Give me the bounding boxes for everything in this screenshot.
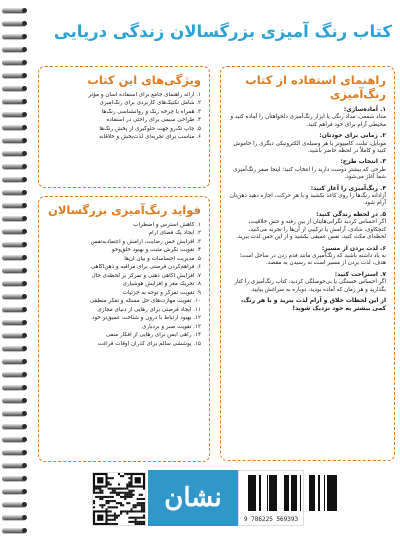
benefit-item: ۱۱. ایجاد فرصتی برای رهایی از دنیای مجازی xyxy=(97,306,201,313)
binding-hole xyxy=(22,73,27,78)
usage-item: ۶. لذت بردن از مسیر: به یاد داشته باشید که رنگ‌آمیزی مانند قدم زدن در ساحل است؛ هدف، لذت بردن از مسیر است نه رسیدن به مقصد. xyxy=(239,244,386,267)
feature-item: ۱. ارائه راهنمای جامع برای استفاده آسان و مؤثر xyxy=(88,92,201,98)
usage-heading: راهنمای استفاده از کتاب رنگ‌آمیزی xyxy=(245,73,386,101)
benefit-item: ۵. مدیریت احساسات و بیان آن‌ها xyxy=(124,255,201,262)
binding-hole xyxy=(22,268,27,273)
binding-hole xyxy=(22,463,27,468)
benefit-item: ۴. تقویت نگرش مثبت و بهبود خلق‌وخو xyxy=(111,247,201,254)
binding-hole xyxy=(22,112,27,117)
binding-hole xyxy=(22,294,27,299)
binding-hole xyxy=(22,346,27,351)
feature-item: ۲. شامل تکنیک‌های کاربردی برای رنگ‌آمیزی xyxy=(99,100,201,107)
feature-item: ۳. همراه با چرخه رنگ و روانشناسی رنگ‌ها xyxy=(101,108,201,115)
binding-hole xyxy=(22,242,27,247)
binding-hole xyxy=(22,476,27,481)
features-box xyxy=(38,66,210,188)
usage-closing: از این لحظات خلاق و آرام لذت ببرید و با هر رنگ، کمی بیشتر به خود نزدیک شوید! xyxy=(241,296,386,312)
binding-hole xyxy=(22,177,27,182)
binding-hole xyxy=(22,372,27,377)
publisher-logo: نشان xyxy=(148,470,238,526)
binding-hole xyxy=(22,307,27,312)
binding-hole xyxy=(22,502,27,507)
usage-item: ۵. در لحظه زندگی کنید: اگر احساس کردید نگرانی‌هایتان از بین رفته و حس خلاقیت، کنجکاوی، شادی، آرامش یا ترکیبی از آن‌ها را تجربه می‌کنید، لحظه‌ای مکث کنید، نفس عمیقی بکشید و از این حس لذت ببرید. xyxy=(236,210,386,241)
usage-item: ۴. رنگ‌آمیزی را آغاز کنید: آزادانه رنگ‌ها را روی کاغذ بکشید و با هر حرکت، اجازه دهید ذهن‌تان آرام شود. xyxy=(229,184,386,207)
usage-guide-box xyxy=(220,66,395,461)
feature-item: ۴. طراحی سیمی برای راحتی در استفاده xyxy=(106,117,201,124)
binding-hole xyxy=(22,333,27,338)
back-cover xyxy=(30,0,400,540)
binding-hole xyxy=(22,411,27,416)
binding-hole xyxy=(22,86,27,91)
benefit-item: ۷. افزایش آگاهی ذهنی و تمرکز بر لحظه‌ی حال xyxy=(91,272,201,279)
usage-item: ۲. زمانی برای خودتان: موبایل، تبلت، کامپیوتر یا هر وسیله‌ی الکترونیکی دیگری را خاموش کنید و کاملاً در لحظه حاضر باشید. xyxy=(233,132,386,155)
binding-hole xyxy=(22,34,27,39)
benefit-item: ۹. تقویت تمرکز و توجه به جزئیات xyxy=(122,289,201,296)
binding-hole xyxy=(22,151,27,156)
benefit-item: ۱۵. پوششی سالم برای گذران اوقات فراغت xyxy=(97,340,201,347)
benefits-box xyxy=(38,196,210,462)
benefit-item: ۳. افزایش حس رضایت، آرامش و اعتمادبه‌نفس xyxy=(90,238,201,245)
benefit-item: ۸. تحریک مغز و افزایش هوشیاری xyxy=(122,281,201,288)
binding-hole xyxy=(22,320,27,325)
binding-hole xyxy=(22,489,27,494)
isbn-number: 9 786225 569393 xyxy=(243,516,299,523)
binding-hole xyxy=(22,138,27,143)
binding-hole xyxy=(22,164,27,169)
spiral-binding xyxy=(0,0,30,540)
benefit-item: ۲. ایجاد یک فضای آرام xyxy=(148,230,201,237)
benefit-item: ۱۳. تقویت صبر و بردباری xyxy=(142,323,201,330)
binding-hole xyxy=(22,125,27,130)
binding-hole xyxy=(22,190,27,195)
benefit-item: ۱. کاهش استرس و اضطراب xyxy=(133,222,201,228)
benefit-item: ۶. فراهم‌کردن فرصتی برای مراقبه و ذهن‌آگاهی xyxy=(90,264,201,271)
feature-item: ۵. چاپ تک‌رو جهت جلوگیری از پخش رنگ‌ها xyxy=(99,125,201,132)
binding-hole xyxy=(22,255,27,260)
binding-hole xyxy=(22,203,27,208)
usage-item: ۷. استراحت کنید: اگر احساس خستگی یا بی‌حوصلگی کردید، کتاب رنگ‌آمیزی را کنار بگذارید و هر زمان که آماده بودید، دوباره به سراغش بیایید. xyxy=(234,270,386,293)
binding-hole xyxy=(22,8,27,13)
usage-item: ۱. آماده‌سازی: مداد شمعی، مداد رنگی یا ابزار رنگ‌آمیزی دلخواهتان را آماده کنید و محیطی آرام برای خود فراهم کنید. xyxy=(230,106,386,128)
qr-code[interactable] xyxy=(92,472,146,526)
binding-hole xyxy=(22,385,27,390)
binding-hole xyxy=(22,398,27,403)
benefits-heading: فواید رنگ‌آمیزی بزرگسالان xyxy=(48,203,201,217)
binding-hole xyxy=(22,216,27,221)
isbn-barcode xyxy=(238,470,304,526)
binding-hole xyxy=(22,528,27,533)
binding-hole xyxy=(22,359,27,364)
binding-hole xyxy=(22,424,27,429)
binding-hole xyxy=(22,281,27,286)
usage-item: ۳. انتخاب طرح: طرحی که بیشتر دوست دارید را انتخاب کنید؛ اینجا صفر رنگ‌آمیزی شما آغاز می‌شود. xyxy=(233,158,386,181)
binding-hole xyxy=(22,229,27,234)
benefit-item: ۱۰. تقویت مهارت‌های حل مسئله و تفکر منطقی xyxy=(89,298,201,305)
binding-hole xyxy=(22,47,27,52)
binding-hole xyxy=(22,515,27,520)
page-title: کتاب رنگ آمیزی بزرگسالان زندگی دریایی xyxy=(53,22,392,41)
feature-item: ۶. مناسب برای تجربه‌ای لذت‌بخش و خلاقانه xyxy=(99,134,201,141)
benefit-item: ۱۴. راهی ایمن برای رهایی از افکار منفی xyxy=(105,332,201,339)
binding-hole xyxy=(22,21,27,26)
binding-hole xyxy=(22,60,27,65)
benefit-item: ۱۲. بهبود ارتباط با درون و شناخت عمیق‌تر خود xyxy=(91,315,201,322)
binding-hole xyxy=(22,437,27,442)
binding-hole xyxy=(22,99,27,104)
barcode-bars xyxy=(243,475,338,511)
binding-hole xyxy=(22,450,27,455)
features-heading: ویژگی‌های این کتاب xyxy=(87,73,201,87)
